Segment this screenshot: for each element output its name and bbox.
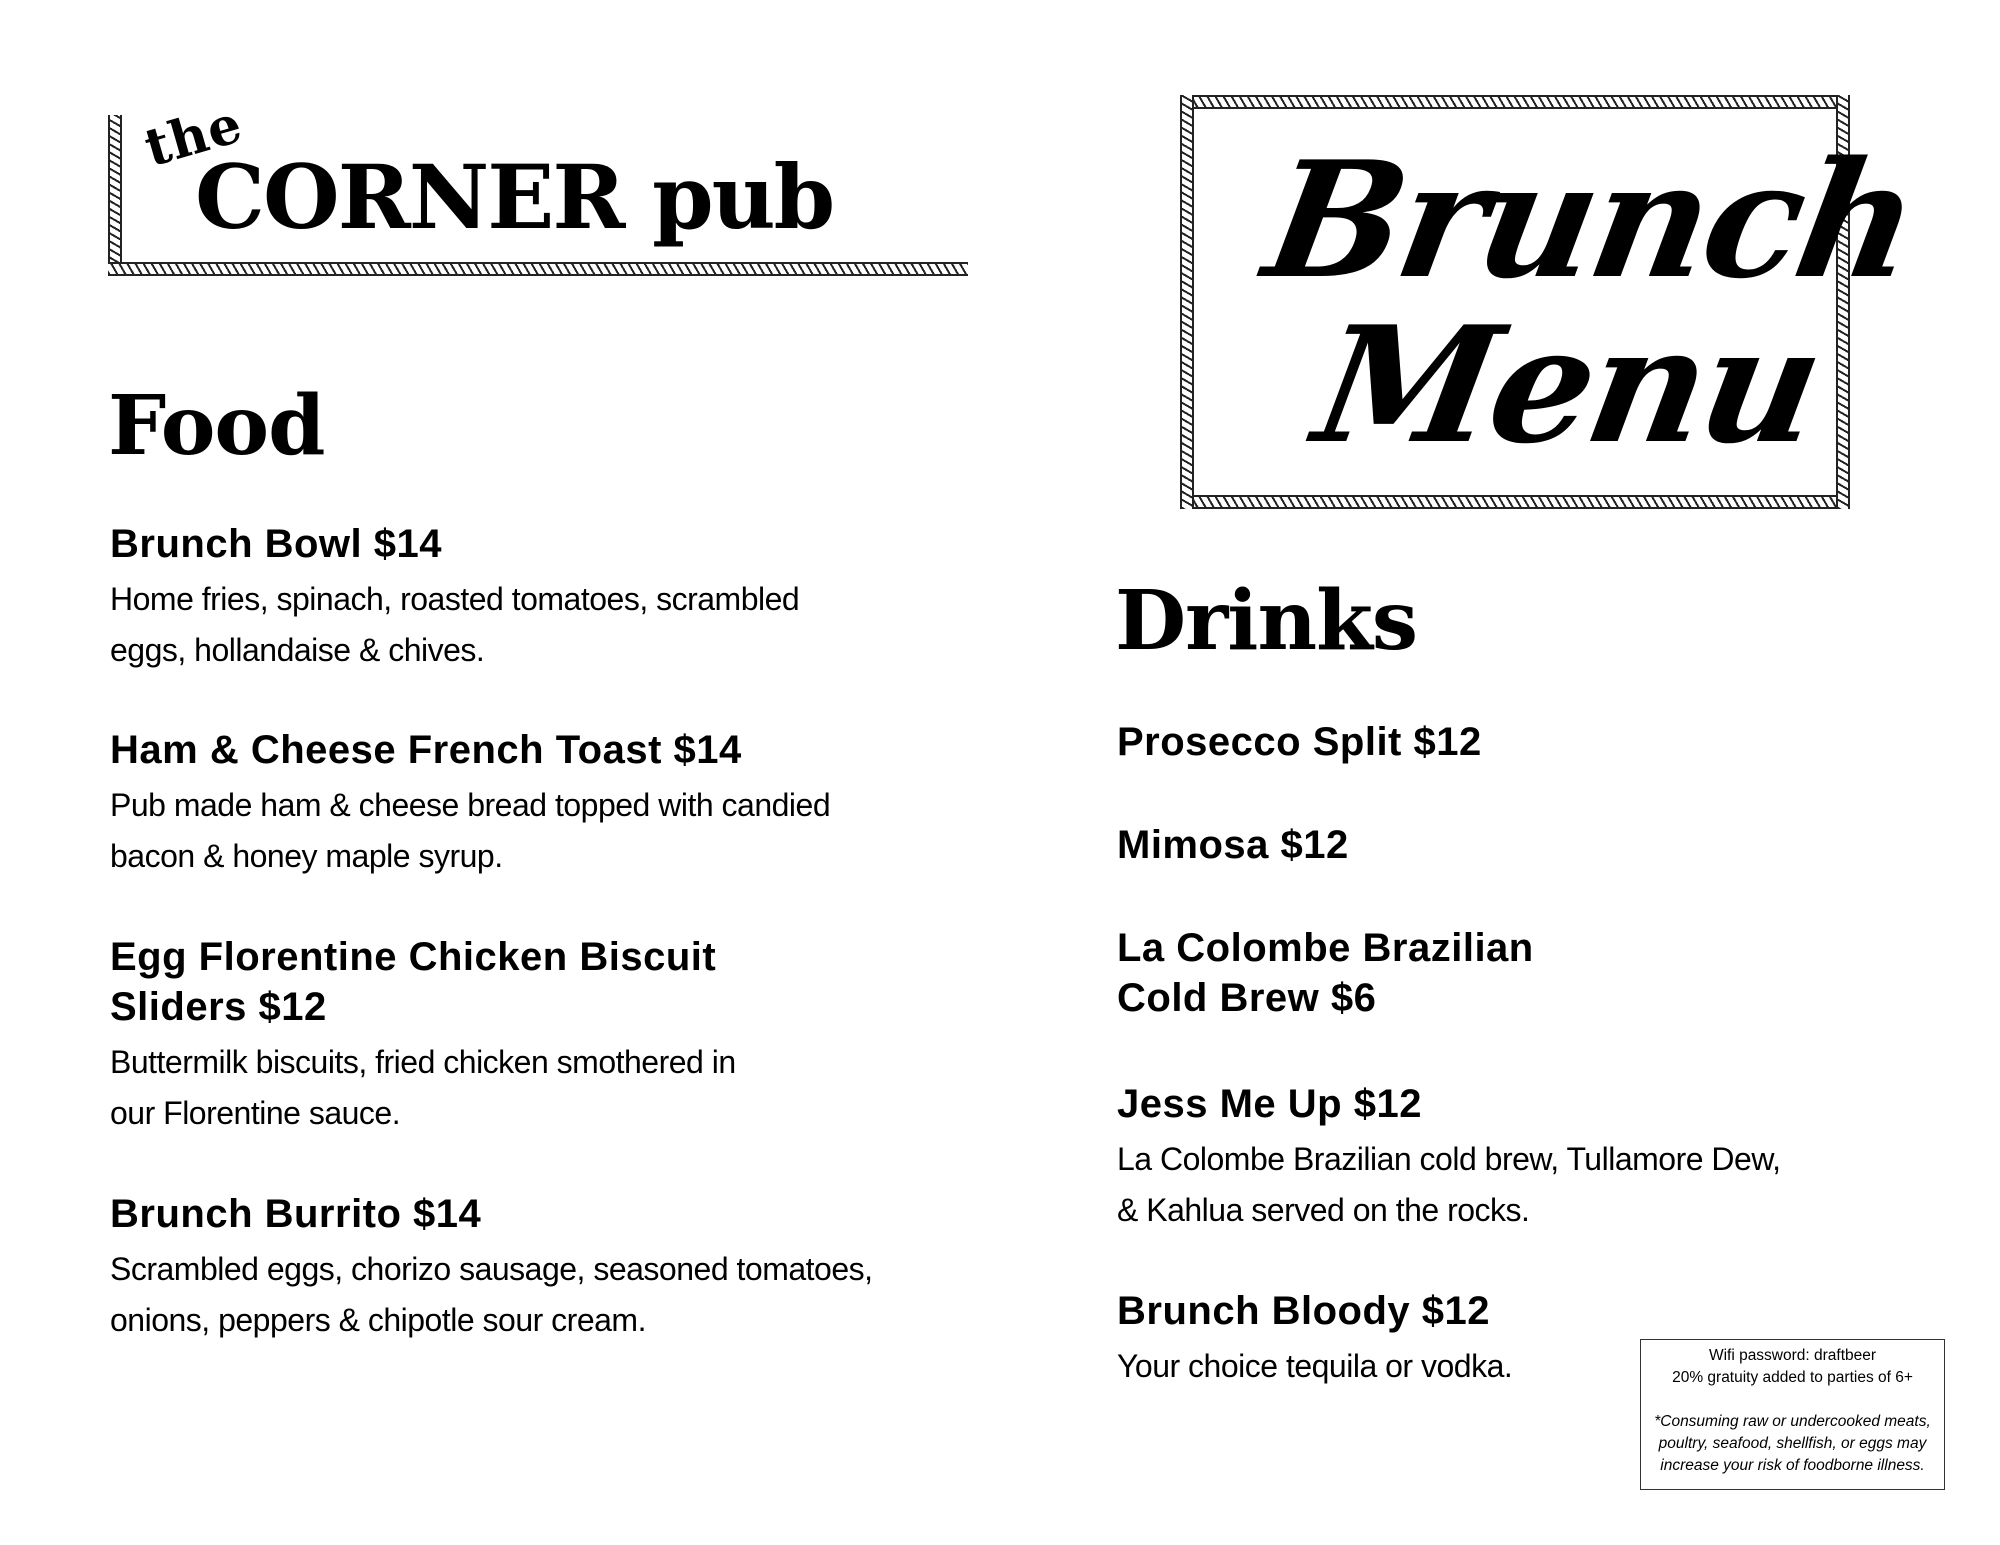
heading-menu: Menu (1303, 291, 1833, 479)
food-item-biscuit-sliders-desc: Buttermilk biscuits, fried chicken smothered in our Florentine sauce. (110, 1044, 736, 1131)
logo-corner-pub: CORNER pub (195, 145, 834, 249)
drink-item-mimosa: Mimosa $12 (1117, 823, 1349, 867)
drink-item-prosecco: Prosecco Split $12 (1117, 720, 1482, 764)
food-item-brunch-bowl: Brunch Bowl $14 (110, 522, 443, 566)
drink-item-cold-brew: La Colombe Brazilian Cold Brew $6 (1117, 926, 1534, 1020)
gratuity-note: 20% gratuity added to parties of 6+ (1672, 1369, 1913, 1386)
food-item-french-toast-desc: Pub made ham & cheese bread topped with candied bacon & honey maple syrup. (110, 787, 831, 874)
notice-box (1640, 1339, 1945, 1490)
food-item-brunch-burrito-desc: Scrambled eggs, chorizo sausage, seasoned tomatoes, onions, peppers & chipotle sour cream. (110, 1251, 873, 1338)
food-item-brunch-bowl-desc: Home fries, spinach, roasted tomatoes, scrambled eggs, hollandaise & chives. (110, 581, 800, 668)
logo-rope-bottom (108, 262, 968, 276)
food-item-french-toast: Ham & Cheese French Toast $14 (110, 728, 742, 772)
logo-rope-left (108, 115, 122, 275)
drink-item-brunch-bloody-desc: Your choice tequila or vodka. (1117, 1348, 1513, 1384)
heading-brunch: Brunch (1253, 126, 1929, 314)
heading-rope-bottom (1180, 495, 1850, 509)
heading-rope-left (1180, 95, 1194, 509)
wifi-password: Wifi password: draftbeer (1708, 1347, 1877, 1364)
food-item-biscuit-sliders: Egg Florentine Chicken Biscuit Sliders $12 (110, 935, 717, 1029)
drink-item-jess-me-up-desc: La Colombe Brazilian cold brew, Tullamore Dew, & Kahlua served on the rocks. (1117, 1141, 1781, 1228)
logo-the: the (138, 93, 250, 179)
food-warning: *Consuming raw or undercooked meats, poultry, seafood, shellfish, or eggs may increase your risk of foodborne illness. (1654, 1413, 1931, 1474)
drink-item-jess-me-up: Jess Me Up $12 (1117, 1082, 1422, 1126)
drink-item-brunch-bloody: Brunch Bloody $12 (1117, 1289, 1491, 1333)
food-item-brunch-burrito: Brunch Burrito $14 (110, 1192, 482, 1236)
drinks-title: Drinks (1115, 573, 1418, 669)
heading-rope-top (1180, 95, 1850, 109)
food-title: Food (108, 378, 325, 474)
